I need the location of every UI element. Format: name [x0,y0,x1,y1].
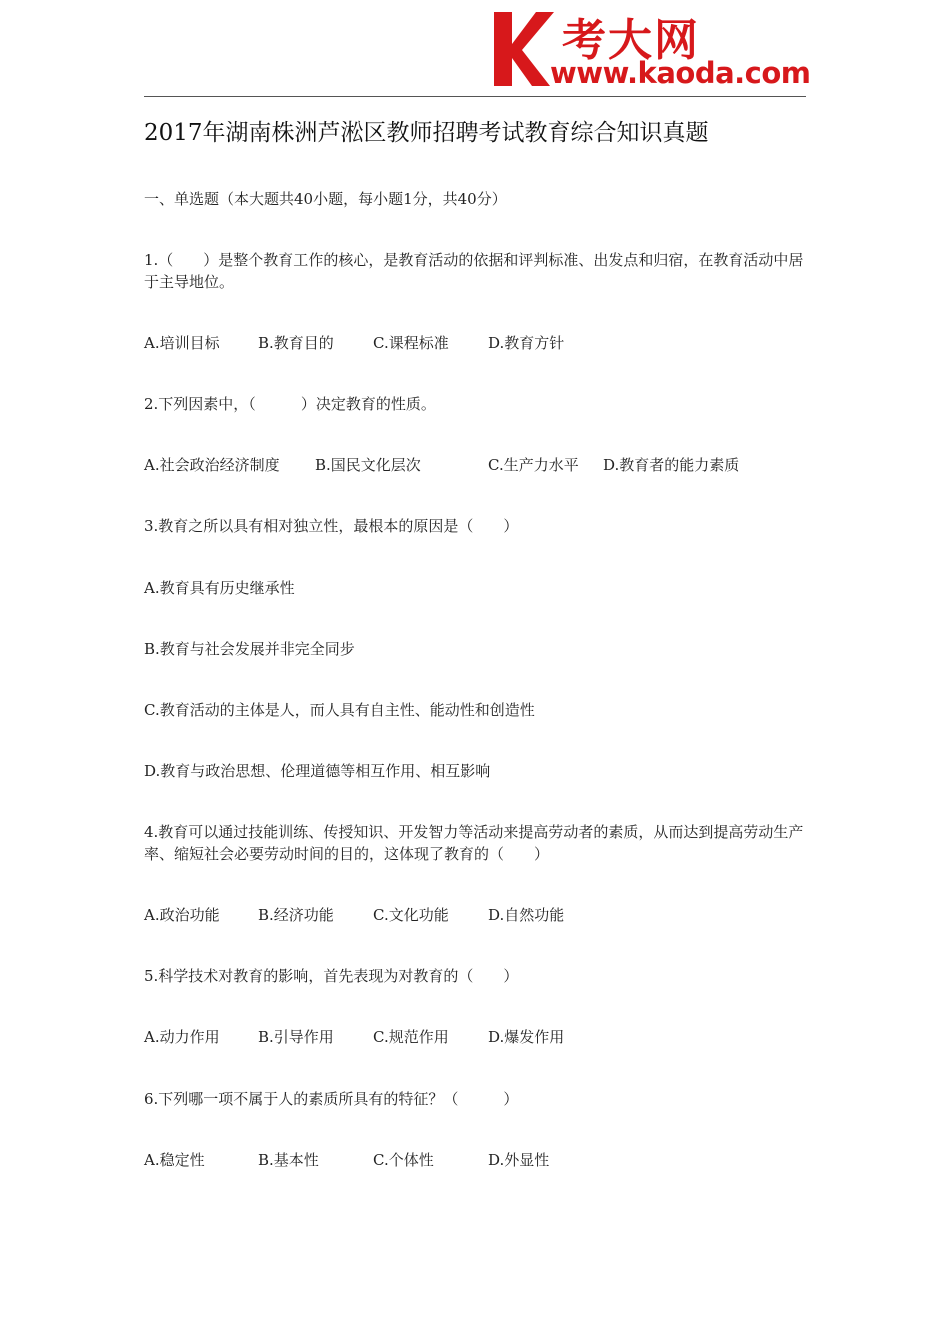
q3-option-c: C.教育活动的主体是人，而人具有自主性、能动性和创造性 [144,701,535,719]
question-3-stem: 3.教育之所以具有相对独立性，最根本的原因是（ ） [144,517,519,535]
q2-option-c: C.生产力水平 [488,456,579,474]
header-divider [144,96,806,97]
q6-option-b: B.基本性 [258,1151,319,1169]
question-4-stem: 4.教育可以通过技能训练、传授知识、开发智力等活动来提高劳动者的素质，从而达到提高劳动生产率、缩短社会必要劳动时间的目的，这体现了教育的（ ） [144,823,804,863]
q2-option-d: D.教育者的能力素质 [603,456,740,474]
q4-option-d: D.自然功能 [488,906,565,924]
q5-option-b: B.引导作用 [258,1028,334,1046]
q3-option-b: B.教育与社会发展并非完全同步 [144,640,355,658]
q4-option-b: B.经济功能 [258,906,334,924]
q6-option-d: D.外显性 [488,1151,550,1169]
q4-option-a: A.政治功能 [144,906,220,924]
logo-chinese-text: 考大网 [562,15,700,66]
q3-option-d: D.教育与政治思想、伦理道德等相互作用、相互影响 [144,762,491,780]
document-title: 2017年湖南株洲芦淞区教师招聘考试教育综合知识真题 [144,120,709,146]
kaoda-logo[interactable] [492,8,810,92]
q3-option-a: A.教育具有历史继承性 [144,579,295,597]
question-1-stem: 1.（ ）是整个教育工作的核心，是教育活动的依据和评判标准、出发点和归宿，在教育活动中居于主导地位。 [144,251,804,291]
q5-option-d: D.爆发作用 [488,1028,565,1046]
question-5-stem: 5.科学技术对教育的影响，首先表现为对教育的（ ） [144,967,519,985]
q5-option-a: A.动力作用 [144,1028,220,1046]
question-2-stem: 2.下列因素中，（ ）决定教育的性质。 [144,395,436,413]
q6-option-c: C.个体性 [373,1151,434,1169]
q1-option-c: C.课程标准 [373,334,449,352]
q2-option-b: B.国民文化层次 [315,456,421,474]
logo-url-text: www.kaoda.com [550,56,811,90]
q1-option-b: B.教育目的 [258,334,334,352]
q1-option-a: A.培训目标 [144,334,220,352]
question-6-stem: 6.下列哪一项不属于人的素质所具有的特征？（ ） [144,1090,519,1108]
section-heading: 一、单选题（本大题共40小题，每小题1分，共40分） [144,190,507,208]
q6-option-a: A.稳定性 [144,1151,205,1169]
q5-option-c: C.规范作用 [373,1028,449,1046]
q4-option-c: C.文化功能 [373,906,449,924]
q2-option-a: A.社会政治经济制度 [144,456,280,474]
q1-option-d: D.教育方针 [488,334,565,352]
